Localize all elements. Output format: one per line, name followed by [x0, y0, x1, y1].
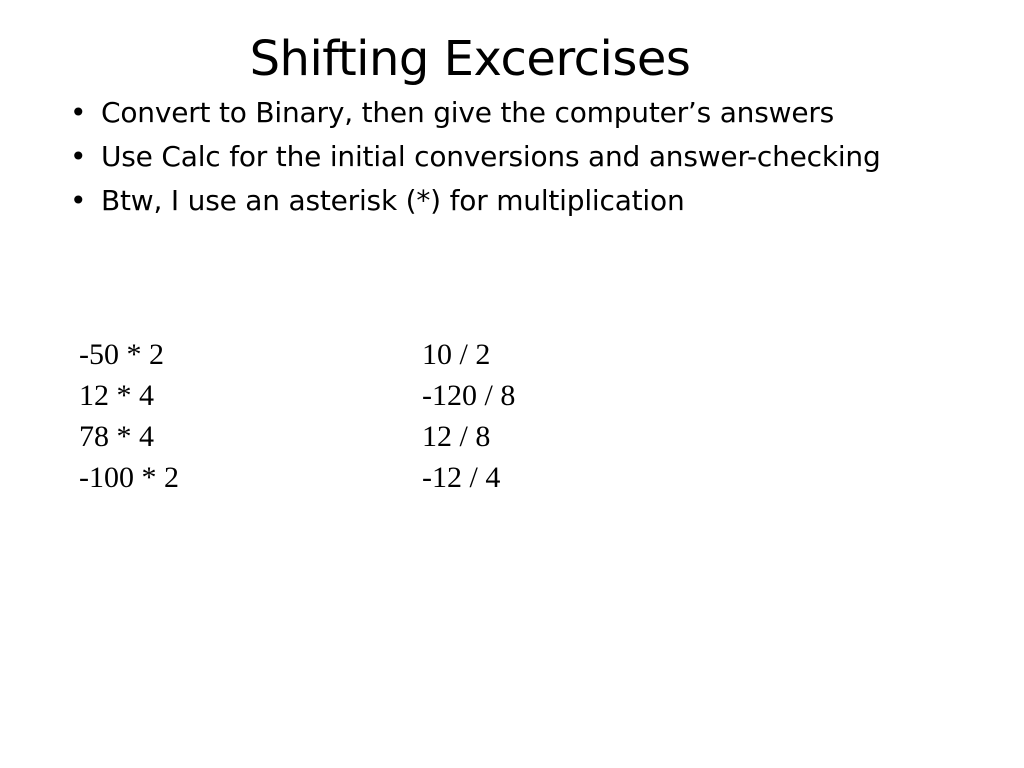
- bullet-text: Use Calc for the initial conversions and answer-checking: [101, 140, 881, 173]
- exercise-item: -100 * 2: [79, 461, 179, 494]
- exercise-item: 12 * 4: [79, 379, 154, 412]
- exercise-item: 10 / 2: [422, 338, 491, 371]
- exercise-item: 12 / 8: [422, 420, 491, 453]
- exercise-item: -12 / 4: [422, 461, 501, 494]
- bullet-item: [70, 140, 970, 173]
- slide-title: Shifting Excercises: [249, 31, 691, 87]
- bullet-dot-icon: •: [70, 184, 87, 217]
- division-column: [422, 334, 515, 498]
- bullet-dot-icon: •: [70, 96, 87, 129]
- exercise-item: -120 / 8: [422, 379, 516, 412]
- bullet-list: [70, 96, 970, 228]
- exercise-grid: [79, 334, 679, 504]
- bullet-dot-icon: •: [70, 140, 87, 173]
- bullet-item: [70, 96, 970, 129]
- multiplication-column: [79, 334, 179, 498]
- exercise-item: -50 * 2: [79, 338, 164, 371]
- bullet-text: Btw, I use an asterisk (*) for multiplication: [101, 184, 685, 217]
- exercise-item: 78 * 4: [79, 420, 154, 453]
- bullet-text: Convert to Binary, then give the computer’s answers: [101, 96, 835, 129]
- bullet-item: [70, 184, 970, 217]
